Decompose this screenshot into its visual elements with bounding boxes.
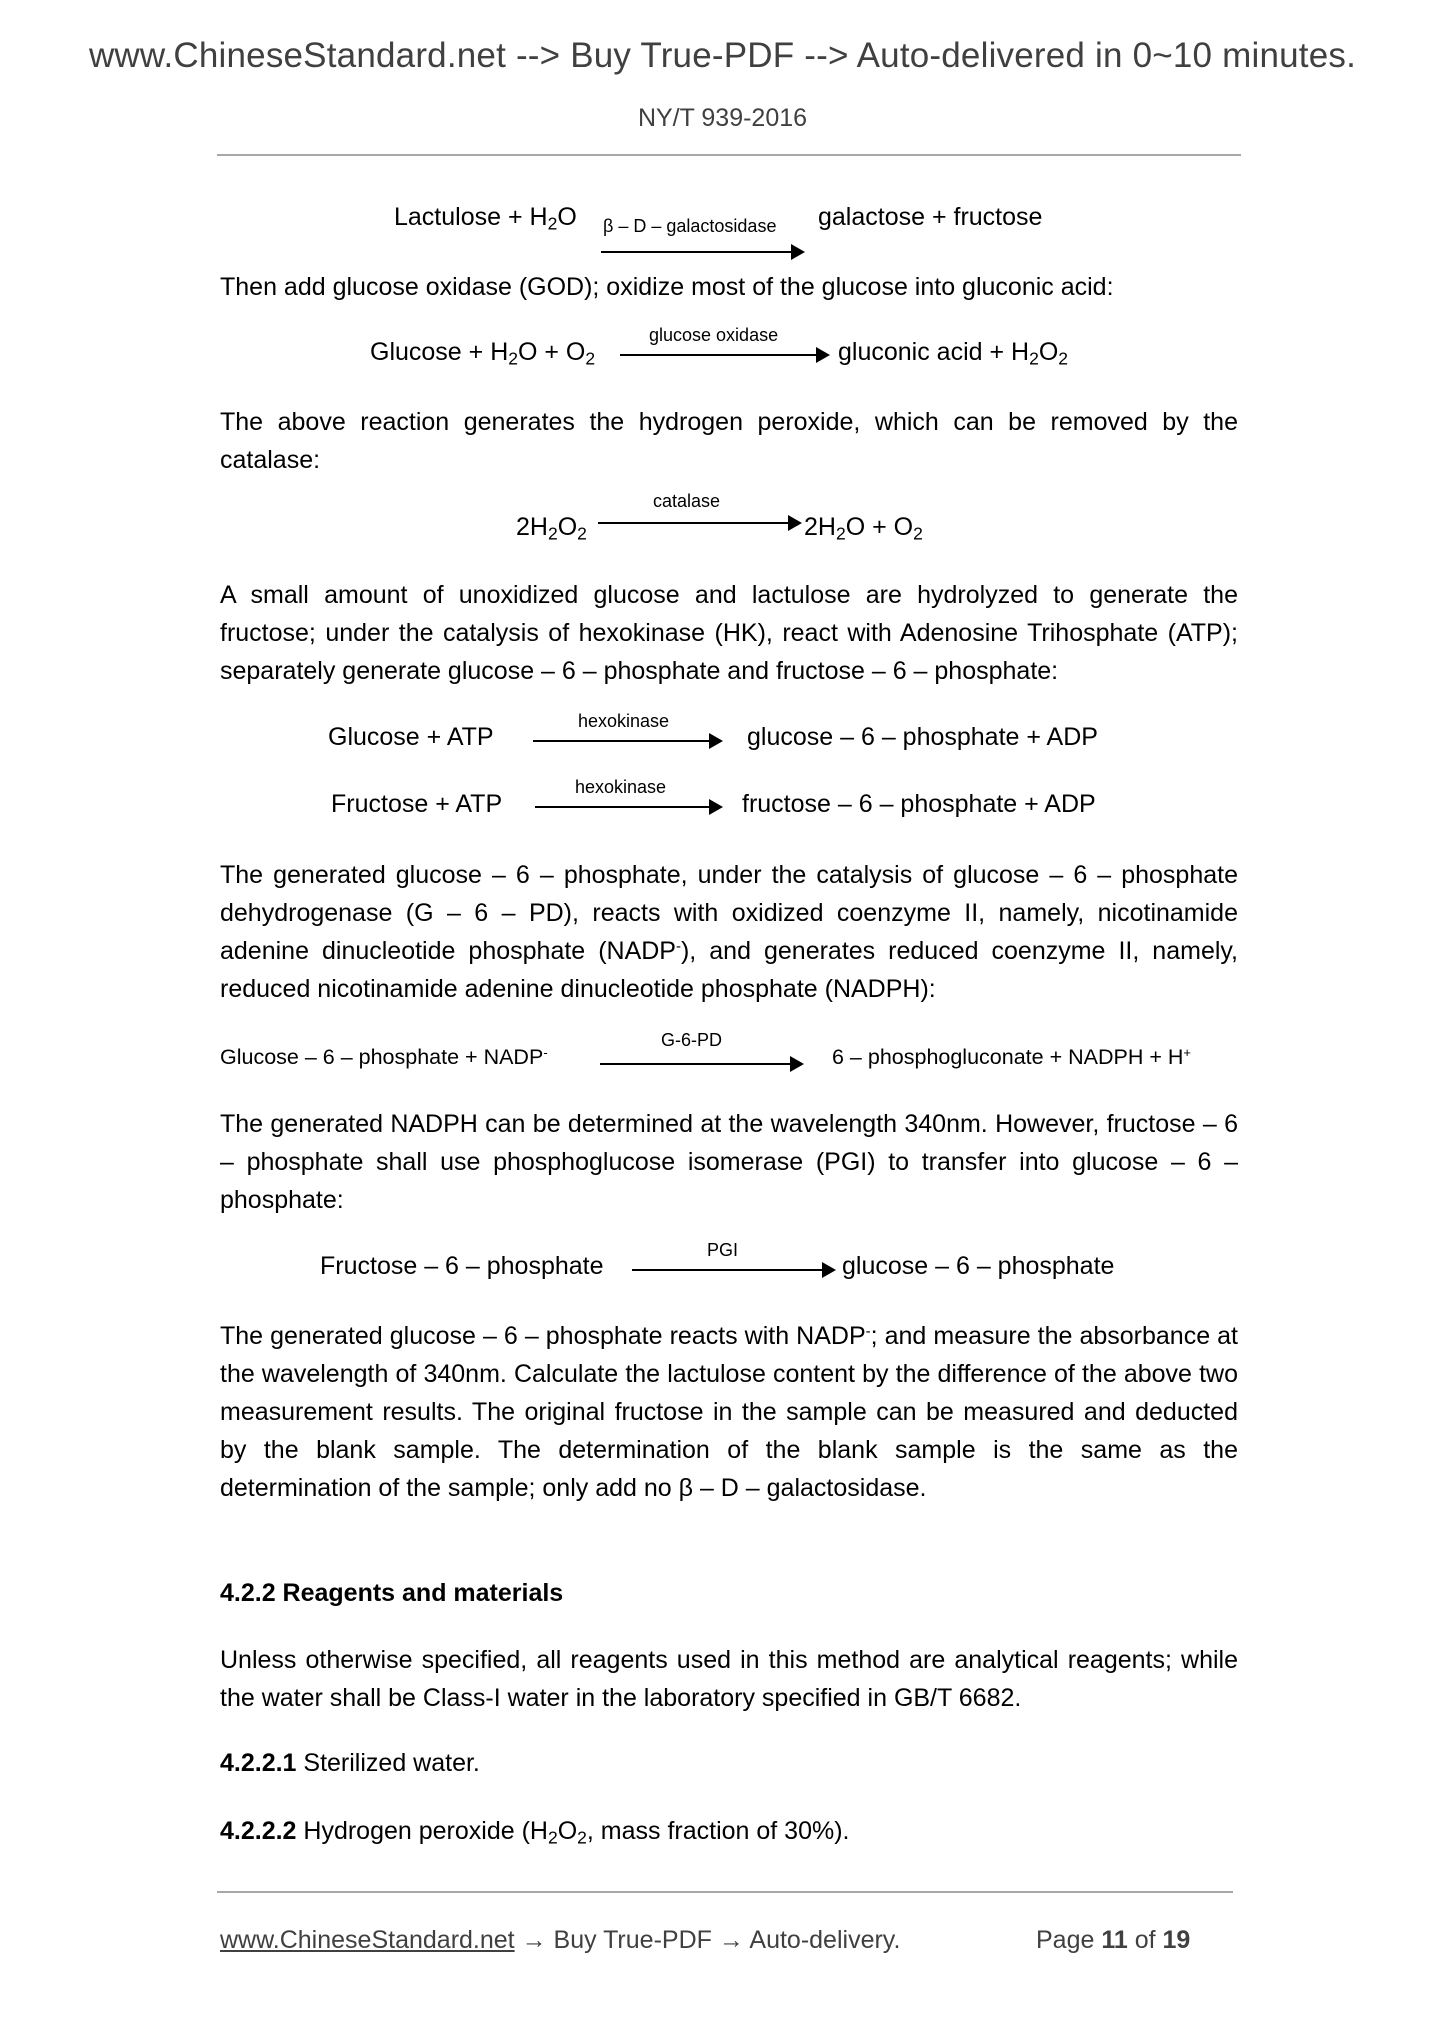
section-heading: 4.2.2 Reagents and materials	[220, 1579, 564, 1607]
enzyme-label: β – D – galactosidase	[603, 216, 777, 236]
enzyme-label: G-6-PD	[661, 1030, 723, 1050]
reaction-reactants: Lactulose + $H_2O$	[394, 203, 577, 234]
reaction-products: $2H_2O + O_2$	[804, 513, 923, 544]
reagent-item: 4.2.2.2 Hydrogen peroxide ($H_2O_2$, mass fraction of 30%).	[220, 1817, 850, 1848]
paragraph: A small amount of unoxidized glucose and lactulose are hydrolyzed to generate the fructose; under the catalysis of hexokinase (HK), react with Adenosine Trihosphate (ATP); separately generate glucose – 6 – phosphate and fructose – 6 – phosphate:	[220, 581, 1238, 685]
reaction-arrow-icon	[598, 522, 800, 524]
paragraph: The generated NADPH can be determined at the wavelength 340nm. However, fructose – 6 – phosphate shall use phosphoglucose isomerase (PGI) to transfer into glucose – 6 – phosphate:	[220, 1110, 1238, 1214]
enzyme-label: PGI	[707, 1240, 739, 1260]
reaction-products: glucose – 6 – phosphate	[842, 1252, 1115, 1280]
reaction-arrow-icon	[600, 1063, 802, 1065]
reaction-reactants: Fructose – 6 – phosphate	[320, 1252, 604, 1280]
footer-promo: www.ChineseStandard.net → Buy True-PDF → Auto-delivery.	[220, 1926, 901, 1954]
reaction-reactants: Glucose – 6 – phosphate + NADP-	[220, 1044, 548, 1069]
document-number: NY/T 939-2016	[637, 104, 808, 132]
enzyme-label: hexokinase	[575, 777, 667, 797]
enzyme-label: glucose oxidase	[649, 325, 779, 345]
reaction-products: gluconic acid + $H_2O_2$	[838, 338, 1068, 369]
reaction-reactants: $Glucose + H_2O + O_2$	[370, 338, 596, 369]
top-banner: www.ChineseStandard.net --> Buy True-PDF --> Auto-delivered in 0~10 minutes.	[88, 36, 1357, 75]
reaction-arrow-icon	[601, 251, 803, 253]
header-divider	[217, 154, 1241, 156]
reaction-arrow-icon	[632, 1269, 834, 1271]
paragraph: The above reaction generates the hydrogen peroxide, which can be removed by the catalase:	[220, 408, 1238, 474]
reaction-products: galactose + fructose	[818, 203, 1043, 231]
enzyme-label: catalase	[653, 491, 721, 511]
paragraph: The generated glucose – 6 – phosphate reacts with NADP-; and measure the absorbance at the wavelength of 340nm. Calculate the lactulose content by the difference of the above two measurement results. The original fructose in the sample can be measured and deducted by the blank sample. The determination of the blank sample is the same as the determination of the sample; only add no β – D – galactosidase.	[220, 1322, 1238, 1502]
reaction-reactants: Fructose + ATP	[331, 790, 503, 818]
reaction-products: fructose – 6 – phosphate + ADP	[742, 790, 1096, 818]
paragraph: The generated glucose – 6 – phosphate, under the catalysis of glucose – 6 – phosphate dehydrogenase (G – 6 – PD), reacts with oxidized coenzyme II, namely, nicotinamide adenine dinucleotide phosphate (NADP-), and generates reduced coenzyme II, namely, reduced nicotinamide adenine dinucleotide phosphate (NADPH):	[220, 861, 1238, 1003]
reaction-arrow-icon	[535, 806, 721, 808]
reaction-reactants: Glucose + ATP	[328, 723, 494, 751]
reaction-arrow-icon	[533, 740, 721, 742]
reaction-products: 6 – phosphogluconate + NADPH + H+	[832, 1044, 1191, 1069]
reagent-item: 4.2.2.1 Sterilized water.	[220, 1749, 480, 1777]
reaction-reactants: $2H_2O_2$	[516, 513, 587, 544]
paragraph: Then add glucose oxidase (GOD); oxidize most of the glucose into gluconic acid:	[220, 273, 1114, 301]
section-intro: Unless otherwise specified, all reagents used in this method are analytical reagents; while the water shall be Class-I water in the laboratory specified in GB/T 6682.	[220, 1646, 1238, 1712]
reaction-arrow-icon	[620, 354, 828, 356]
footer-divider	[217, 1891, 1233, 1893]
page-indicator: Page 11 of 19	[1036, 1926, 1191, 1954]
enzyme-label: hexokinase	[578, 711, 670, 731]
reaction-products: glucose – 6 – phosphate + ADP	[747, 723, 1098, 751]
site-link[interactable]: www.ChineseStandard.net	[220, 1926, 515, 1954]
